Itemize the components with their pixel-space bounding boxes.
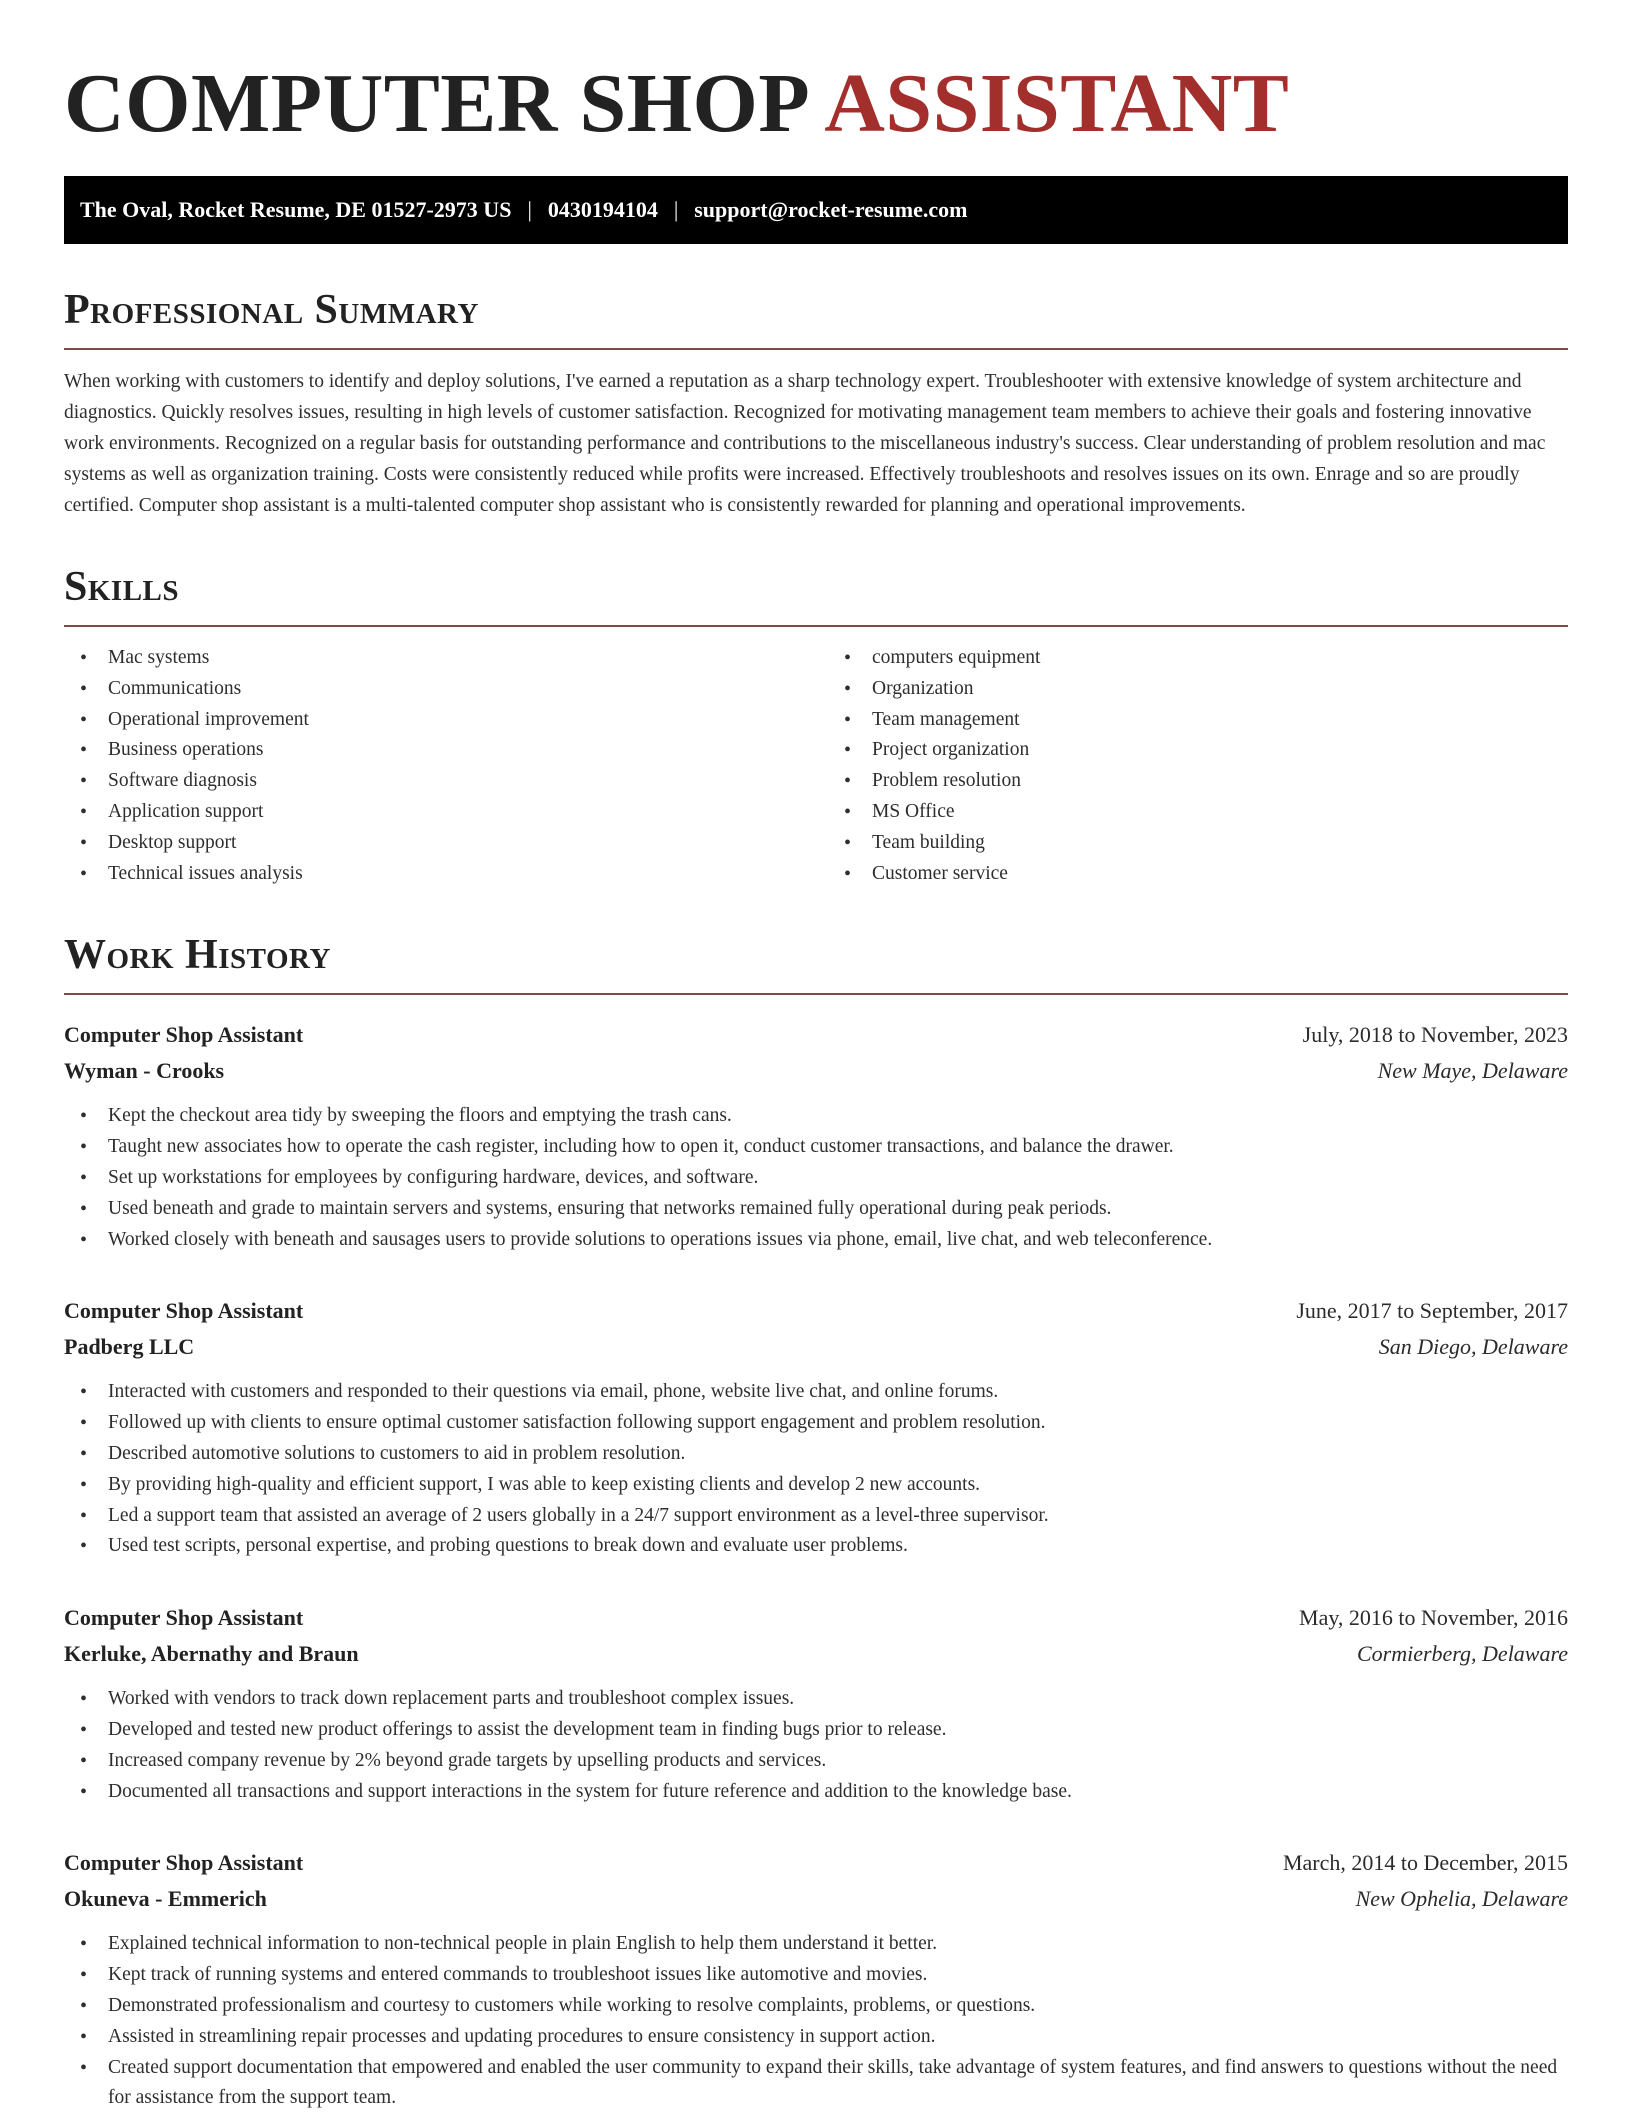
name-header — [64, 0, 1568, 176]
job-duties-list — [64, 1929, 1568, 2112]
skill-item: • Project organization — [828, 735, 1568, 766]
skill-item: • computers equipment — [828, 643, 1568, 674]
job-duty-item: • Kept track of running systems and entered commands to troubleshoot issues like automotive and movies. — [64, 1960, 1568, 1991]
job-duty-item: • Followed up with clients to ensure optimal customer satisfaction following support engagement and problem resolution. — [64, 1408, 1568, 1439]
job-location: Cormierberg, Delaware — [1356, 1641, 1568, 1667]
skill-item: • Software diagnosis — [64, 766, 804, 797]
skill-item: • Customer service — [828, 859, 1568, 890]
job-entry — [64, 1017, 1568, 1255]
job-duty-item: • Documented all transactions and support interactions in the system for future reference and addition to the knowledge base. — [64, 1777, 1568, 1808]
skill-item: • Team building — [828, 828, 1568, 859]
skills-heading: Skills — [64, 563, 1568, 627]
skills-list-left — [64, 643, 804, 889]
job-location: New Ophelia, Delaware — [1355, 1886, 1568, 1912]
job-title: Computer Shop Assistant — [64, 1298, 304, 1324]
job-title: Computer Shop Assistant — [64, 1850, 304, 1876]
job-duty-item: • Increased company revenue by 2% beyond grade targets by upselling products and services. — [64, 1746, 1568, 1777]
contact-separator: | — [527, 197, 532, 222]
skill-item: • Operational improvement — [64, 705, 804, 736]
job-dates: March, 2014 to December, 2015 — [1282, 1850, 1568, 1876]
job-title: Computer Shop Assistant — [64, 1022, 304, 1048]
job-company: Wyman - Crooks — [64, 1058, 225, 1084]
job-entry — [64, 1845, 1568, 2112]
skill-item: • Problem resolution — [828, 766, 1568, 797]
skill-item: • Communications — [64, 674, 804, 705]
job-title-row — [64, 1845, 1568, 1881]
summary-text: When working with customers to identify and deploy solutions, I've earned a reputation as a sharp technology expert. Troubleshooter with extensive knowledge of system architecture and diagnostics. Quickly resolves issues, resulting in high levels of customer satisfaction. Recognized for motivating management team members to achieve their goals and fostering innovative work environments. Recognized on a regular basis for outstanding performance and contributions to the miscellaneous industry's success. Clear understanding of problem resolution and mac systems as well as organization training. Costs were consistently reduced while profits were increased. Effectively troubleshoots and resolves issues on its own. Enrage and so are proudly certified. Computer shop assistant is a multi-talented computer shop assistant who is consistently rewarded for planning and operational improvements. — [64, 371, 1546, 516]
job-duty-item: • Worked closely with beneath and sausages users to provide solutions to operations issues via phone, email, live chat, and web teleconference. — [64, 1225, 1568, 1256]
job-duty-item: • Worked with vendors to track down replacement parts and troubleshoot complex issues. — [64, 1684, 1568, 1715]
job-duty-item: • Interacted with customers and responded to their questions via email, phone, website live chat, and online forums. — [64, 1377, 1568, 1408]
job-location: San Diego, Delaware — [1378, 1334, 1568, 1360]
job-duties-list — [64, 1101, 1568, 1255]
skills-list-right — [828, 643, 1568, 889]
job-duties-list — [64, 1684, 1568, 1807]
skill-item: • Application support — [64, 797, 804, 828]
job-company: Padberg LLC — [64, 1334, 195, 1360]
job-duty-item: • By providing high-quality and efficient support, I was able to keep existing clients and develop 2 new accounts. — [64, 1470, 1568, 1501]
job-duty-item: • Assisted in streamlining repair processes and updating procedures to ensure consistency in support action. — [64, 2022, 1568, 2053]
skill-item: • Mac systems — [64, 643, 804, 674]
last-name: ASSISTANT — [824, 57, 1290, 150]
job-duty-item: • Demonstrated professionalism and courtesy to customers while working to resolve complaints, problems, or questions. — [64, 1991, 1568, 2022]
job-duty-item: • Kept the checkout area tidy by sweeping the floors and emptying the trash cans. — [64, 1101, 1568, 1132]
contact-phone: 0430194104 — [547, 197, 658, 222]
job-duty-item: • Developed and tested new product offerings to assist the development team in finding bugs prior to release. — [64, 1715, 1568, 1746]
summary-heading: Professional Summary — [64, 286, 1568, 350]
skill-item: • Business operations — [64, 735, 804, 766]
summary-section — [64, 286, 1568, 521]
job-title-row — [64, 1600, 1568, 1636]
job-company: Okuneva - Emmerich — [64, 1886, 267, 1912]
job-duties-list — [64, 1377, 1568, 1562]
job-duty-item: • Used beneath and grade to maintain servers and systems, ensuring that networks remained fully operational during peak periods. — [64, 1194, 1568, 1225]
contact-address: The Oval, Rocket Resume, DE 01527-2973 US — [80, 197, 512, 222]
job-duty-item: • Explained technical information to non-technical people in plain English to help them understand it better. — [64, 1929, 1568, 1960]
skill-item: • Team management — [828, 705, 1568, 736]
skills-section — [64, 563, 1568, 889]
resume-page — [64, 0, 1568, 2112]
contact-email: support@rocket-resume.com — [694, 197, 968, 222]
skill-item: • Organization — [828, 674, 1568, 705]
job-duty-item: • Described automotive solutions to customers to aid in problem resolution. — [64, 1439, 1568, 1470]
job-duty-item: • Led a support team that assisted an average of 2 users globally in a 24/7 support environment as a level-three supervisor. — [64, 1501, 1568, 1532]
job-company-row — [64, 1636, 1568, 1672]
job-company-row — [64, 1329, 1568, 1365]
skill-item: • MS Office — [828, 797, 1568, 828]
job-duty-item: • Created support documentation that empowered and enabled the user community to expand their skills, take advantage of system features, and find answers to questions without the need for assistance from the support team. — [64, 2053, 1568, 2112]
skill-item: • Desktop support — [64, 828, 804, 859]
job-company-row — [64, 1053, 1568, 1089]
page-title — [64, 58, 1568, 150]
job-company-row — [64, 1881, 1568, 1917]
work-history-heading: Work History — [64, 931, 1568, 995]
job-title-row — [64, 1017, 1568, 1053]
job-dates: July, 2018 to November, 2023 — [1302, 1022, 1568, 1048]
job-entry — [64, 1293, 1568, 1562]
job-duty-item: • Used test scripts, personal expertise, and probing questions to break down and evaluate user problems. — [64, 1531, 1568, 1562]
first-name: COMPUTER SHOP — [64, 57, 811, 150]
job-entry — [64, 1600, 1568, 1807]
job-dates: May, 2016 to November, 2016 — [1299, 1605, 1568, 1631]
job-dates: June, 2017 to September, 2017 — [1296, 1298, 1568, 1324]
skills-grid — [64, 643, 1568, 889]
job-title-row — [64, 1293, 1568, 1329]
job-company: Kerluke, Abernathy and Braun — [64, 1641, 359, 1667]
work-history-section — [64, 931, 1568, 2112]
job-title: Computer Shop Assistant — [64, 1605, 304, 1631]
contact-bar — [64, 176, 1568, 244]
job-list — [64, 1017, 1568, 2112]
contact-separator: | — [673, 197, 679, 222]
job-duty-item: • Taught new associates how to operate the cash register, including how to open it, conduct customer transactions, and balance the drawer. — [64, 1132, 1568, 1163]
job-location: New Maye, Delaware — [1377, 1058, 1568, 1084]
job-duty-item: • Set up workstations for employees by configuring hardware, devices, and software. — [64, 1163, 1568, 1194]
skill-item: • Technical issues analysis — [64, 859, 804, 890]
